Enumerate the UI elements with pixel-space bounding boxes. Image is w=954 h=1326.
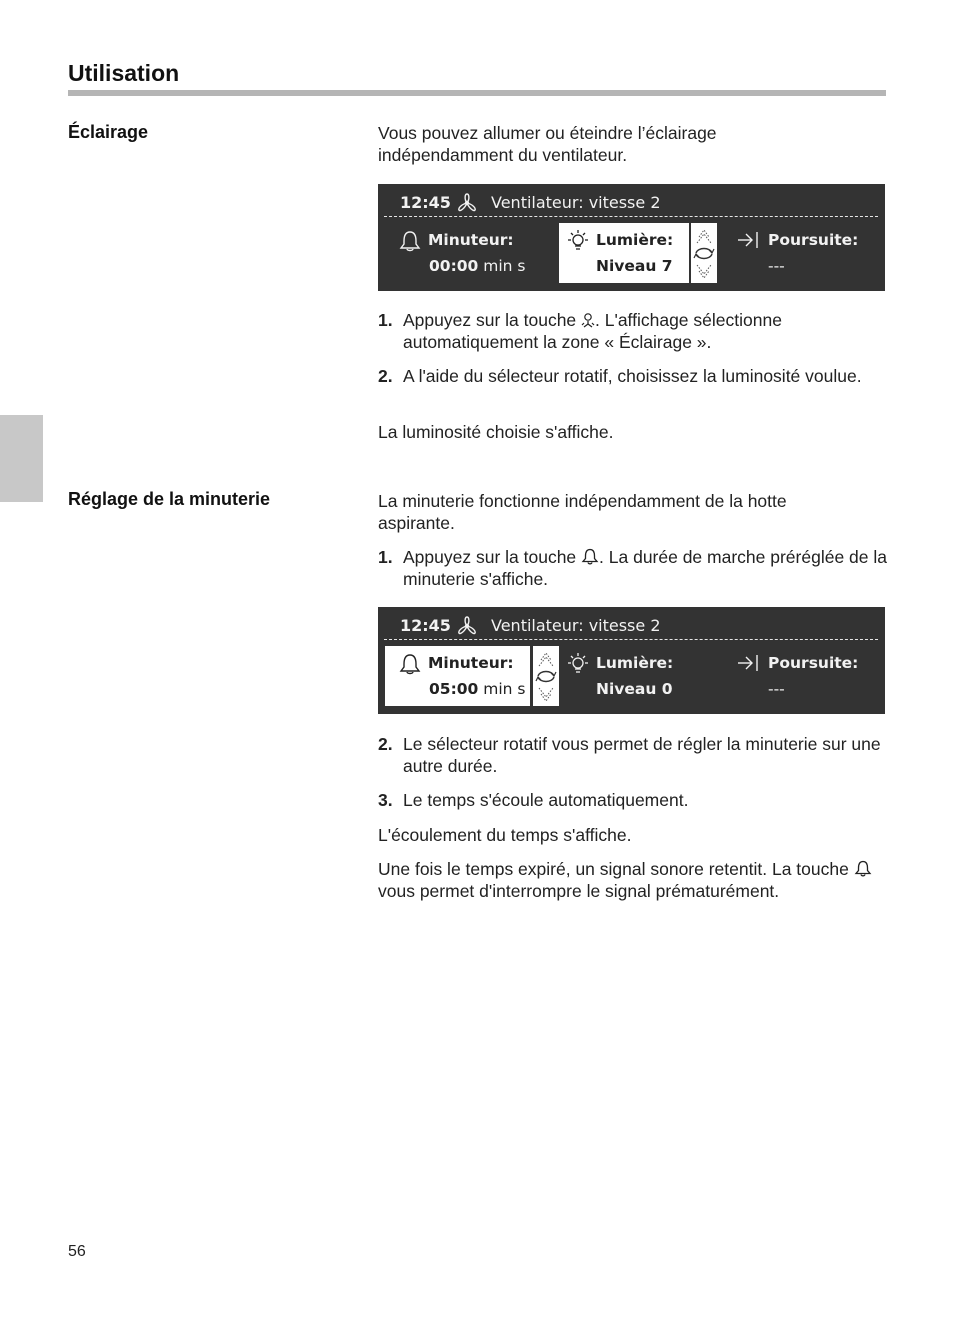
followup-zone[interactable] xyxy=(732,646,882,706)
light-value: Niveau 0 xyxy=(596,680,673,698)
bell-icon xyxy=(398,230,422,252)
light-bulb-icon xyxy=(565,229,591,253)
follow-up-arrow-icon xyxy=(736,230,760,250)
timer-step-3 xyxy=(378,789,888,811)
side-tab xyxy=(0,415,43,502)
light-value: Niveau 7 xyxy=(596,257,673,275)
rotary-selector-indicator xyxy=(691,223,717,283)
timer-value-line xyxy=(429,257,526,275)
light-zone-selected[interactable] xyxy=(559,223,689,283)
step-number: 1. xyxy=(378,310,393,330)
bell-icon xyxy=(398,653,422,675)
timer-step-2 xyxy=(378,733,888,777)
display-divider xyxy=(384,216,878,217)
section-heading-lighting: Éclairage xyxy=(68,122,149,142)
display-panel-lighting xyxy=(378,184,885,291)
step-text-cont: . La durée de marche préréglée de la minuterie s'affiche. xyxy=(403,547,887,589)
follow-up-arrow-icon xyxy=(736,653,760,673)
page-title: Utilisation xyxy=(68,60,180,86)
timer-value-line xyxy=(429,680,526,698)
rotary-arrows-icon xyxy=(533,646,559,706)
step-text: A l'aide du sélecteur rotatif, choisissez la luminosité voulue. xyxy=(403,366,862,386)
step-text: Le sélecteur rotatif vous permet de régler la minuterie sur une autre durée. xyxy=(403,734,881,776)
final-note-text-cont: vous permet d'interrompre le signal prématurément. xyxy=(378,881,780,901)
timer-result: L'écoulement du temps s'affiche. xyxy=(378,825,632,845)
step-text: Le temps s'écoule automatiquement. xyxy=(403,790,689,810)
section-heading-timer: Réglage de la minuterie xyxy=(68,489,271,509)
lighting-intro: Vous pouvez allumer ou éteindre l’éclairage indépendamment du ventilateur. xyxy=(378,123,717,165)
rotary-selector-indicator xyxy=(533,646,559,706)
timer-unit: min s xyxy=(483,680,526,698)
final-note-text: Une fois le temps expiré, un signal sonore retentit. La touche xyxy=(378,859,854,879)
light-bulb-icon xyxy=(565,652,591,676)
lighting-step-2 xyxy=(378,365,888,387)
followup-label: Poursuite: xyxy=(768,654,859,672)
light-label: Lumière: xyxy=(596,231,674,249)
step-number: 1. xyxy=(378,547,393,567)
step-number: 3. xyxy=(378,790,393,810)
timer-label: Minuteur: xyxy=(428,231,514,249)
fan-status: Ventilateur: vitesse 2 xyxy=(491,616,661,635)
light-zone[interactable] xyxy=(559,646,699,706)
step-text: Appuyez sur la touche xyxy=(403,310,582,330)
step-text: Appuyez sur la touche xyxy=(403,547,582,567)
rotary-arrows-icon xyxy=(691,223,717,283)
timer-value: 05:00 xyxy=(429,680,479,698)
step-number: 2. xyxy=(378,734,393,754)
timer-label: Minuteur: xyxy=(428,654,514,672)
fan-status: Ventilateur: vitesse 2 xyxy=(491,193,661,212)
timer-value: 00:00 xyxy=(429,257,479,275)
light-label: Lumière: xyxy=(596,654,674,672)
bell-icon xyxy=(854,860,872,877)
timer-step-1 xyxy=(378,546,888,590)
lighting-step-1 xyxy=(378,309,888,353)
display-time: 12:45 xyxy=(400,616,451,635)
page-number: 56 xyxy=(68,1243,86,1260)
followup-value: --- xyxy=(768,257,785,275)
bell-icon xyxy=(581,548,599,565)
display-time: 12:45 xyxy=(400,193,451,212)
fan-icon xyxy=(456,193,478,213)
timer-zone[interactable] xyxy=(390,223,530,283)
step-text-cont: . L'affichage sélectionne automatiquement la zone « Éclairage ». xyxy=(403,310,782,352)
followup-label: Poursuite: xyxy=(768,231,859,249)
step-number: 2. xyxy=(378,366,393,386)
timer-unit: min s xyxy=(483,257,526,275)
lighting-result: La luminosité choisie s'affiche. xyxy=(378,422,614,442)
timer-zone-selected[interactable] xyxy=(385,646,530,706)
timer-final-note xyxy=(378,858,888,902)
followup-zone[interactable] xyxy=(732,223,882,283)
display-panel-timer xyxy=(378,607,885,714)
display-divider xyxy=(384,639,878,640)
followup-value: --- xyxy=(768,680,785,698)
title-rule xyxy=(68,90,886,96)
lamp-icon xyxy=(581,312,595,328)
fan-icon xyxy=(456,616,478,636)
timer-intro: La minuterie fonctionne indépendamment de la hotte aspirante. xyxy=(378,491,787,533)
